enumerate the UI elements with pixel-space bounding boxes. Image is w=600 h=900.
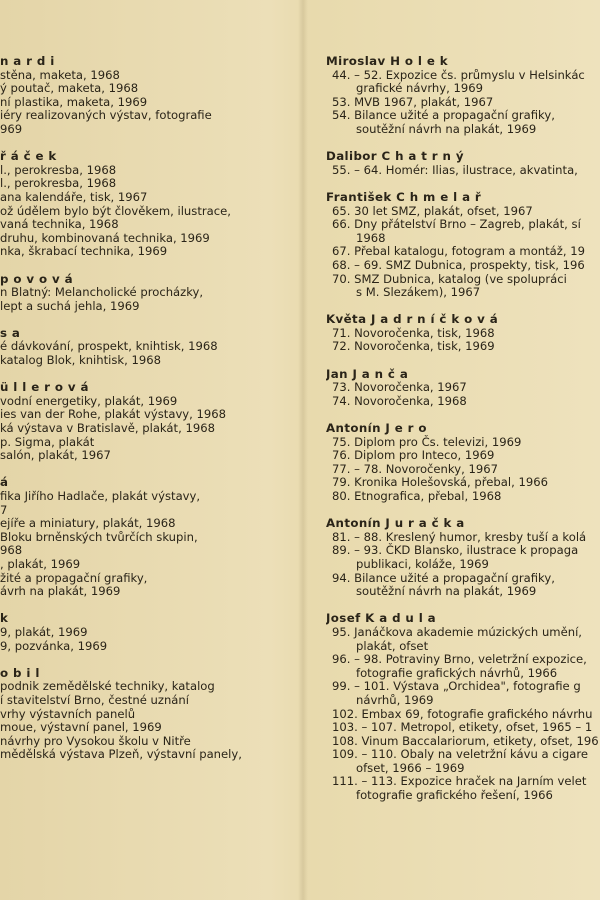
catalog-entry: l., perokresba, 1968 bbox=[0, 162, 117, 177]
catalog-entry: soutěžní návrh na plakát, 1969 bbox=[356, 121, 537, 136]
author-name: o b i l bbox=[0, 665, 40, 680]
catalog-entry: salón, plakát, 1967 bbox=[0, 448, 111, 463]
author-section bbox=[0, 476, 296, 598]
catalog-entry: 53. MVB 1967, plakát, 1967 bbox=[332, 94, 494, 109]
catalog-entry: ana kalendáře, tisk, 1967 bbox=[0, 189, 148, 204]
catalog-entry: 95. Janáčkova akademie múzických umění, bbox=[332, 624, 582, 639]
catalog-entry: 66. Dny přátelství Brno – Zagreb, plakát, sí bbox=[332, 217, 581, 232]
author-section bbox=[326, 517, 600, 599]
catalog-entry: 9, plakát, 1969 bbox=[0, 624, 88, 639]
catalog-entry: ofset, 1966 – 1969 bbox=[356, 760, 465, 775]
catalog-entry: vodní energetiky, plakát, 1969 bbox=[0, 393, 178, 408]
author-name: Jan J a n č a bbox=[326, 366, 409, 381]
author-name: Miroslav H o l e k bbox=[326, 55, 449, 68]
catalog-entry: 67. Přebal katalogu, fotogram a montáž, 19 bbox=[332, 244, 585, 259]
author-name: Antonín J u r a č k a bbox=[326, 516, 465, 531]
catalog-entry: ká výstava v Bratislavě, plakát, 1968 bbox=[0, 421, 215, 436]
catalog-entry: nka, škrabací technika, 1969 bbox=[0, 244, 168, 259]
catalog-entry: publikaci, koláže, 1969 bbox=[356, 556, 489, 571]
page-fold bbox=[298, 0, 308, 900]
catalog-entry: Bloku brněnských tvůrčích skupin, bbox=[0, 529, 198, 544]
catalog-entry: n Blatný: Melancholické procházky, bbox=[0, 285, 204, 300]
author-name: Květa J a d r n í č k o v á bbox=[326, 312, 499, 327]
catalog-entry: 71. Novoročenka, tisk, 1968 bbox=[332, 325, 495, 340]
catalog-entry: p. Sigma, plakát bbox=[0, 434, 95, 449]
catalog-entry: grafické návrhy, 1969 bbox=[356, 81, 483, 96]
catalog-entry: s M. Slezákem), 1967 bbox=[356, 285, 481, 300]
catalog-entry: 1968 bbox=[356, 230, 386, 245]
author-name: Dalibor C h a t r n ý bbox=[326, 149, 464, 164]
catalog-entry: 68. – 69. SMZ Dubnica, prospekty, tisk, 196 bbox=[332, 257, 585, 272]
catalog-entry: , plakát, 1969 bbox=[0, 556, 81, 571]
catalog-entry: 80. Etnografica, přebal, 1968 bbox=[332, 489, 502, 503]
catalog-entry: druhu, kombinovaná technika, 1969 bbox=[0, 230, 210, 245]
author-name: František C h m e l a ř bbox=[326, 189, 482, 204]
author-section bbox=[0, 150, 296, 259]
catalog-entry: fika Jiřího Hadlače, plakát výstavy, bbox=[0, 489, 201, 503]
author-name: á bbox=[0, 475, 9, 490]
catalog-entry: návrhů, 1969 bbox=[356, 692, 434, 707]
catalog-entry: 55. – 64. Homér: Ilias, ilustrace, akvatinta, bbox=[332, 162, 578, 177]
catalog-entry: 76. Diplom pro Inteco, 1969 bbox=[332, 448, 495, 463]
author-name: k bbox=[0, 611, 9, 626]
catalog-entry: soutěžní návrh na plakát, 1969 bbox=[356, 584, 537, 599]
catalog-entry: vaná technika, 1968 bbox=[0, 217, 119, 232]
catalog-entry: fotografie grafických návrhů, 1966 bbox=[356, 665, 558, 680]
author-section bbox=[0, 55, 296, 137]
catalog-entry: 44. – 52. Expozice čs. průmyslu v Helsinkác bbox=[332, 67, 585, 82]
catalog-entry: ý poutač, maketa, 1968 bbox=[0, 81, 139, 96]
catalog-entry: 81. – 88. Kreslený humor, kresby tuší a kolá bbox=[332, 529, 587, 544]
catalog-entry: 73. Novoročenka, 1967 bbox=[332, 380, 467, 395]
catalog-entry: 103. – 107. Metropol, etikety, ofset, 1965 – 1 bbox=[332, 720, 593, 735]
catalog-entry: 72. Novoročenka, tisk, 1969 bbox=[332, 339, 495, 354]
author-section bbox=[0, 381, 296, 463]
author-section bbox=[326, 313, 600, 354]
catalog-entry: 65. 30 let SMZ, plakát, ofset, 1967 bbox=[332, 203, 533, 218]
catalog-entry: 54. Bilance užité a propagační grafiky, bbox=[332, 108, 555, 123]
catalog-entry: mědělská výstava Plzeň, výstavní panely, bbox=[0, 747, 242, 762]
catalog-entry: fotografie grafického řešení, 1966 bbox=[356, 788, 553, 803]
catalog-entry: 9, pozvánka, 1969 bbox=[0, 638, 108, 653]
author-name: s a bbox=[0, 325, 21, 340]
catalog-entry: lept a suchá jehla, 1969 bbox=[0, 298, 140, 313]
catalog-entry: 111. – 113. Expozice hraček na Jarním velet bbox=[332, 774, 587, 789]
catalog-entry: žité a propagační grafiky, bbox=[0, 570, 148, 585]
left-column bbox=[0, 55, 296, 775]
catalog-entry: ní plastika, maketa, 1969 bbox=[0, 94, 148, 109]
catalog-entry: ejíře a miniatury, plakát, 1968 bbox=[0, 516, 176, 531]
catalog-entry: stěna, maketa, 1968 bbox=[0, 67, 120, 82]
catalog-entry: 89. – 93. ČKD Blansko, ilustrace k propaga bbox=[332, 543, 579, 558]
author-name: ř á č e k bbox=[0, 149, 57, 164]
catalog-entry: plakát, ofset bbox=[356, 638, 429, 653]
catalog-entry: é dávkování, prospekt, knihtisk, 1968 bbox=[0, 339, 218, 354]
catalog-entry: 96. – 98. Potraviny Brno, veletržní expozice, bbox=[332, 652, 587, 667]
catalog-entry: 7 bbox=[0, 502, 8, 517]
catalog-entry: í stavitelství Brno, čestné uznání bbox=[0, 692, 189, 707]
author-name: Josef K a d u l a bbox=[326, 611, 437, 626]
catalog-entry: ávrh na plakát, 1969 bbox=[0, 584, 121, 599]
right-column bbox=[326, 55, 600, 816]
author-name: ü l l e r o v á bbox=[0, 380, 89, 395]
catalog-entry: vrhy výstavních panelů bbox=[0, 706, 136, 721]
author-section bbox=[0, 667, 296, 762]
catalog-entry: 74. Novoročenka, 1968 bbox=[332, 393, 467, 408]
catalog-entry: 969 bbox=[0, 121, 23, 136]
author-section bbox=[0, 273, 296, 314]
catalog-entry: 99. – 101. Výstava „Orchidea", fotografie g bbox=[332, 679, 581, 694]
catalog-entry: 77. – 78. Novoročenky, 1967 bbox=[332, 461, 498, 476]
catalog-entry: l., perokresba, 1968 bbox=[0, 176, 117, 191]
author-section bbox=[326, 368, 600, 409]
author-section bbox=[0, 612, 296, 653]
catalog-entry: 109. – 110. Obaly na veletržní kávu a cigare bbox=[332, 747, 588, 762]
author-section bbox=[326, 55, 600, 137]
catalog-entry: katalog Blok, knihtisk, 1968 bbox=[0, 353, 162, 368]
author-name: n a r d i bbox=[0, 55, 55, 68]
catalog-entry: 79. Kronika Holešovská, přebal, 1966 bbox=[332, 475, 548, 490]
catalog-entry: iéry realizovaných výstav, fotografie bbox=[0, 108, 212, 123]
author-section bbox=[326, 422, 600, 504]
author-section bbox=[326, 191, 600, 300]
author-name: p o v o v á bbox=[0, 271, 73, 286]
catalog-entry: 968 bbox=[0, 543, 23, 558]
catalog-entry: 94. Bilance užité a propagační grafiky, bbox=[332, 570, 555, 585]
catalog-entry: podnik zemědělské techniky, katalog bbox=[0, 679, 215, 694]
author-name: Antonín J e r o bbox=[326, 421, 427, 436]
catalog-entry: ies van der Rohe, plakát výstavy, 1968 bbox=[0, 407, 227, 422]
author-section bbox=[326, 150, 600, 177]
catalog-entry: 70. SMZ Dubnica, katalog (ve spolupráci bbox=[332, 271, 567, 286]
catalog-entry: ož údělem bylo být člověkem, ilustrace, bbox=[0, 203, 231, 218]
catalog-entry: 102. Embax 69, fotografie grafického návrhu bbox=[332, 706, 593, 721]
catalog-entry: 75. Diplom pro Čs. televizi, 1969 bbox=[332, 434, 522, 449]
catalog-entry: moue, výstavní panel, 1969 bbox=[0, 720, 162, 735]
catalog-entry: návrhy pro Vysokou školu v Nitře bbox=[0, 733, 191, 748]
author-section bbox=[326, 612, 600, 802]
author-section bbox=[0, 327, 296, 368]
catalog-entry: 108. Vinum Baccalariorum, etikety, ofset, 196 bbox=[332, 733, 599, 748]
